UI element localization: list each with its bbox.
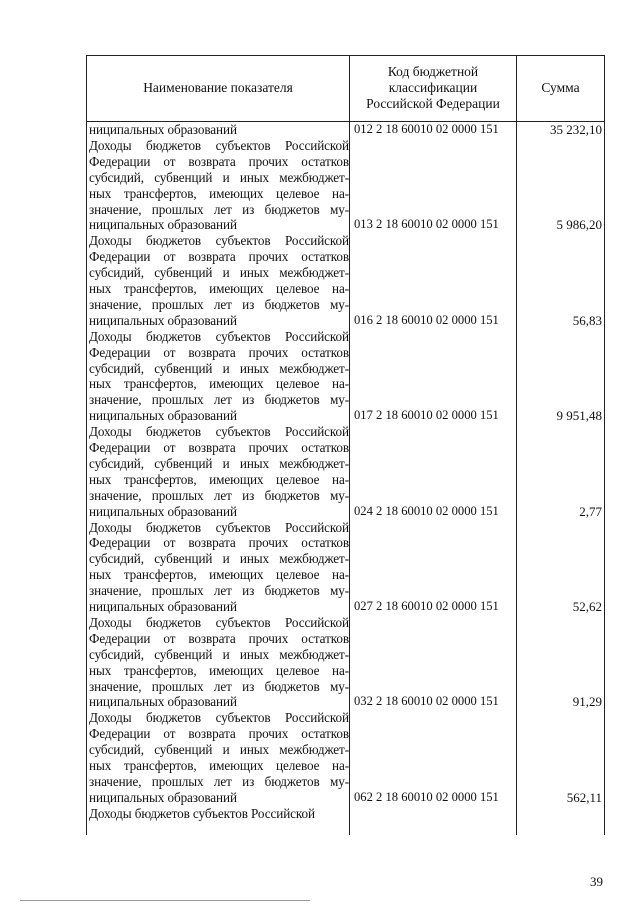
indicator-name-line: ниципальных образований: [89, 408, 237, 424]
indicator-name-line: значение, прошлых лет из бюджетов му-: [89, 296, 349, 312]
amount-value: 562,11: [566, 789, 602, 805]
indicator-name-line: значение, прошлых лет из бюджетов му-: [89, 201, 349, 217]
indicator-name-line: ниципальных образований: [89, 217, 237, 233]
indicator-name-line: субсидий, субвенций и иных межбюджет-: [89, 742, 349, 758]
indicator-name-line: Доходы бюджетов субъектов Российской: [89, 710, 349, 726]
budget-code: 027 2 18 60010 02 0000 151: [354, 599, 499, 613]
indicator-name-line: значение, прошлых лет из бюджетов му-: [89, 678, 349, 694]
budget-code: 062 2 18 60010 02 0000 151: [354, 789, 499, 804]
indicator-name: [89, 806, 349, 822]
indicator-name-line: ных трансфертов, имеющих целевое на-: [89, 185, 349, 201]
table-border-right: [604, 55, 605, 835]
header-sum-label: Сумма: [541, 80, 580, 95]
budget-code: 024 2 18 60010 02 0000 151: [354, 503, 499, 518]
indicator-name: [89, 424, 349, 504]
budget-code: 013 2 18 60010 02 0000 151: [354, 217, 499, 232]
amount-value: 5 986,20: [556, 217, 602, 233]
indicator-name-line: субсидий, субвенций и иных межбюджет-: [89, 455, 349, 471]
indicator-name-line: Федерации от возврата прочих остатков: [89, 153, 349, 169]
header-name-label: Наименование показателя: [143, 80, 293, 95]
indicator-name-line: Федерации от возврата прочих остатков: [89, 630, 349, 646]
header-code-line: Российской Федерации: [366, 96, 500, 111]
indicator-name: [89, 313, 349, 329]
indicator-name: [89, 329, 349, 409]
indicator-name: [89, 790, 349, 806]
amount-value: 52,62: [572, 599, 602, 614]
budget-code: 032 2 18 60010 02 0000 151: [354, 694, 499, 709]
indicator-name-line: ниципальных образований: [89, 694, 237, 710]
amount-value: 9 951,48: [556, 408, 602, 424]
indicator-name: [89, 138, 349, 218]
header-name: [87, 55, 349, 121]
column-divider-2: [516, 55, 517, 835]
amount-value: 91,29: [572, 694, 602, 710]
budget-code: 012 2 18 60010 02 0000 151: [354, 122, 499, 136]
indicator-name-line: ных трансфертов, имеющих целевое на-: [89, 567, 349, 583]
page-number: 39: [590, 874, 603, 889]
indicator-name-line: ных трансфертов, имеющих целевое на-: [89, 471, 349, 487]
budget-table: [86, 55, 605, 835]
amount-value: 35 232,10: [550, 122, 602, 137]
amount-value: 56,83: [572, 312, 602, 328]
indicator-name: [89, 599, 349, 615]
indicator-name-line: Доходы бюджетов субъектов Российской: [89, 137, 349, 153]
header-sum: [517, 55, 604, 121]
indicator-name: [89, 217, 349, 233]
indicator-name: [89, 504, 349, 520]
indicator-name-line: значение, прошлых лет из бюджетов му-: [89, 487, 349, 503]
indicator-name-line: Федерации от возврата прочих остатков: [89, 249, 349, 265]
indicator-name: [89, 710, 349, 790]
indicator-name-line: значение, прошлых лет из бюджетов му-: [89, 583, 349, 599]
indicator-name-line: Доходы бюджетов субъектов Российской: [89, 614, 349, 630]
indicator-name-line: ниципальных образований: [89, 503, 237, 519]
indicator-name-line: ниципальных образований: [89, 122, 237, 137]
indicator-name-line: ниципальных образований: [89, 789, 237, 805]
indicator-name-line: Доходы бюджетов субъектов Российской: [89, 519, 349, 535]
indicator-name-line: субсидий, субвенций и иных межбюджет-: [89, 169, 349, 185]
indicator-name-line: ных трансфертов, имеющих целевое на-: [89, 758, 349, 774]
indicator-name-line: значение, прошлых лет из бюджетов му-: [89, 392, 349, 408]
header-code: [350, 55, 516, 121]
table-border-left: [86, 55, 87, 835]
indicator-name-line: Федерации от возврата прочих остатков: [89, 440, 349, 455]
indicator-name-line: Доходы бюджетов субъектов Российской: [89, 233, 349, 249]
indicator-name-line: ниципальных образований: [89, 599, 237, 614]
indicator-name-line: Федерации от возврата прочих остатков: [89, 344, 349, 360]
indicator-name-line: ниципальных образований: [89, 312, 237, 328]
indicator-name-line: субсидий, субвенций и иных межбюджет-: [89, 360, 349, 376]
indicator-name-line: ных трансфертов, имеющих целевое на-: [89, 376, 349, 392]
indicator-name: [89, 122, 349, 138]
indicator-name-line: субсидий, субвенций и иных межбюджет-: [89, 551, 349, 567]
indicator-name: [89, 520, 349, 600]
indicator-name-line: Доходы бюджетов субъектов Российской: [89, 805, 316, 821]
indicator-name-line: значение, прошлых лет из бюджетов му-: [89, 773, 349, 789]
indicator-name: [89, 408, 349, 424]
indicator-name: [89, 615, 349, 695]
indicator-name: [89, 694, 349, 710]
header-code-line: классификации: [388, 80, 478, 95]
indicator-name-line: субсидий, субвенций и иных межбюджет-: [89, 646, 349, 662]
indicator-name-line: Доходы бюджетов субъектов Российской: [89, 328, 349, 344]
indicator-name-line: ных трансфертов, имеющих целевое на-: [89, 281, 349, 297]
indicator-name-line: Федерации от возврата прочих остатков: [89, 535, 349, 551]
column-divider-1: [349, 55, 350, 835]
indicator-name-line: субсидий, субвенций и иных межбюджет-: [89, 265, 349, 281]
budget-code: 017 2 18 60010 02 0000 151: [354, 408, 499, 423]
indicator-name: [89, 233, 349, 313]
indicator-name-line: Доходы бюджетов субъектов Российской: [89, 424, 349, 440]
indicator-name-line: ных трансфертов, имеющих целевое на-: [89, 662, 349, 678]
footer-rule: [20, 900, 310, 901]
header-code-line: Код бюджетной: [387, 64, 479, 79]
budget-code: 016 2 18 60010 02 0000 151: [354, 312, 499, 327]
amount-value: 2,77: [579, 503, 602, 519]
indicator-name-line: Федерации от возврата прочих остатков: [89, 726, 349, 742]
